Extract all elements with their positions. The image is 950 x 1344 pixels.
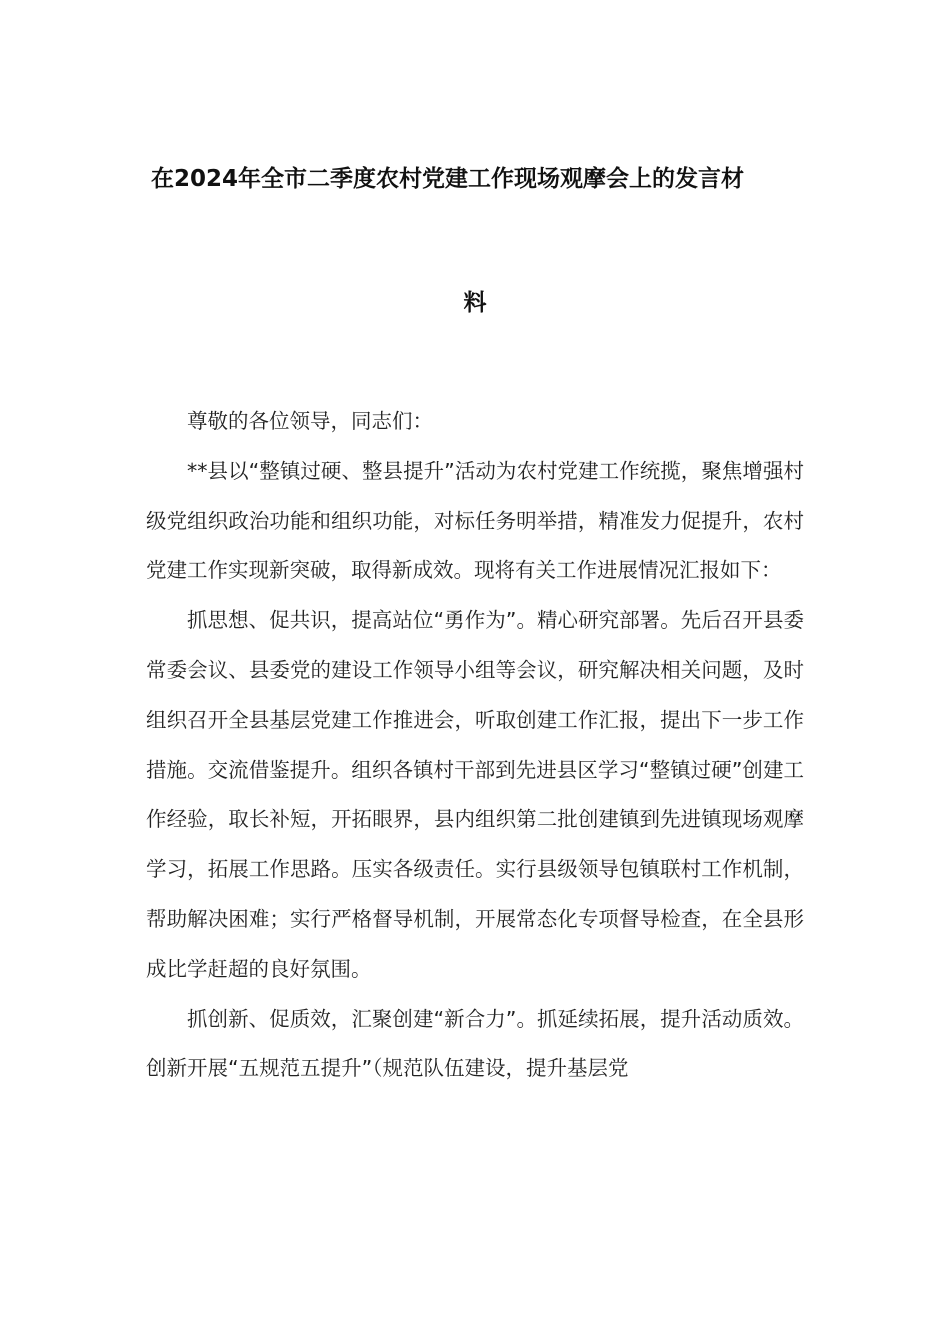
document-title-line-1: 在2024年全市二季度农村党建工作现场观摩会上的发言材	[151, 166, 745, 192]
document-body	[146, 397, 804, 1094]
paragraph-intro: **县以“整镇过硬、整县提升”活动为农村党建工作统揽，聚焦增强村级党组织政治功能和组织功能，对标任务明举措，精准发力促提升，农村党建工作实现新突破，取得新成效。现将有关工作进展情况汇报如下：	[146, 458, 804, 583]
paragraph-thinking: 抓思想、促共识，提高站位“勇作为”。精心研究部署。先后召开县委常委会议、县委党的建设工作领导小组等会议，研究解决相关问题，及时组织召开全县基层党建工作推进会，听取创建工作汇报，提出下一步工作措施。交流借鉴提升。组织各镇村干部到先进县区学习“整镇过硬”创建工作经验，取长补短，开拓眼界，县内组织第二批创建镇到先进镇现场观摩学习，拓展工作思路。压实各级责任。实行县级领导包镇联村工作机制，帮助解决困难；实行严格督导机制，开展常态化专项督导检查，在全县形成比学赶超的良好氛围。	[146, 608, 804, 981]
paragraph-innovation: 抓创新、促质效，汇聚创建“新合力”。抓延续拓展，提升活动质效。创新开展“五规范五提升”（规范队伍建设，提升基层党	[146, 1006, 804, 1081]
document-title-line-2: 料	[463, 290, 487, 316]
salutation: 尊敬的各位领导，同志们：	[187, 409, 433, 433]
